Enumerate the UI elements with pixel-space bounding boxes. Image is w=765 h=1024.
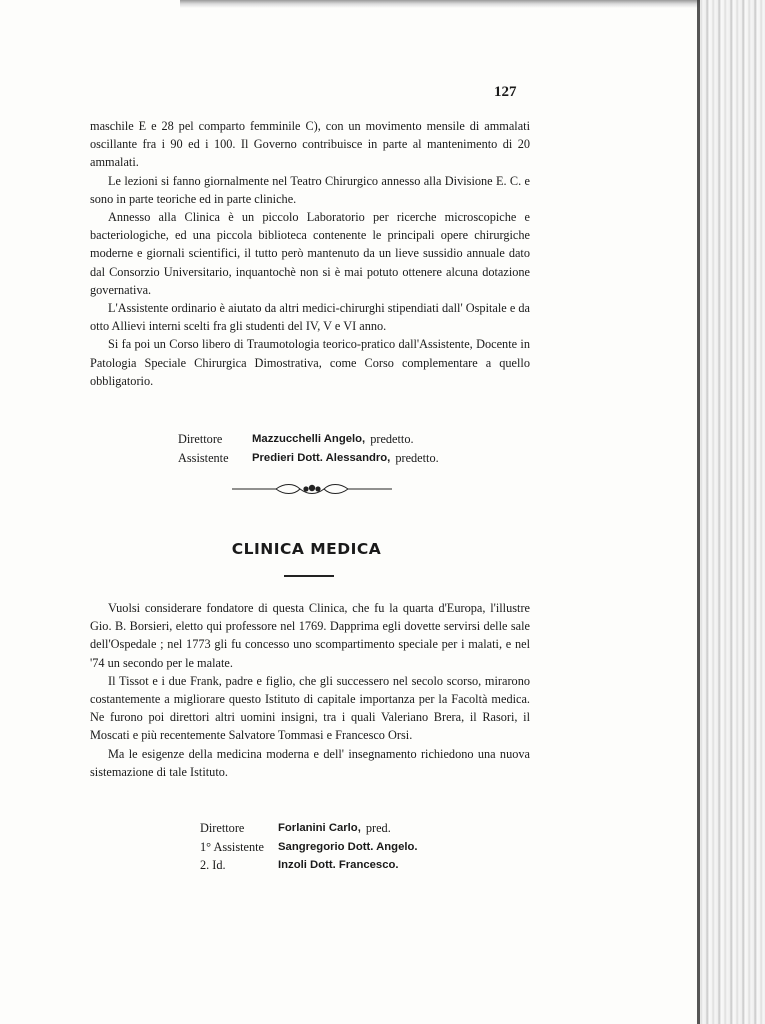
staff-row	[200, 819, 418, 838]
paragraph: L'Assistente ordinario è aiutato da altri medici-chirurghi stipendiati dall' Ospitale e da otto Allievi interni scelti fra gli studenti del IV, V e VI anno.	[90, 301, 530, 334]
staff-row	[200, 856, 418, 875]
staff-role: 2. Id.	[200, 858, 226, 873]
paragraph: Le lezioni si fanno giornalmente nel Teatro Chirurgico annesso alla Divisione E. C. e sono in parte teoriche ed in parte cliniche.	[90, 173, 530, 206]
scan-top-edge	[180, 0, 700, 8]
staff-role: 1° Assistente	[200, 839, 265, 854]
staff-note: pred.	[365, 821, 391, 835]
title-underline	[284, 575, 334, 577]
staff-row	[178, 449, 439, 468]
page-number: 127	[494, 84, 517, 100]
staff-note: predetto.	[370, 432, 414, 446]
staff-name: Predieri Dott. Alessandro,	[252, 451, 391, 464]
paragraph: Si fa poi un Corso libero di Traumotologia teorico-pratico dall'Assistente, Docente in Patologia Speciale Chirurgica Dimostrativa, come Corso complementare a quello obbligatorio.	[90, 337, 530, 388]
staff-name: Forlanini Carlo,	[278, 822, 361, 834]
staff-list-surgical-clinic	[178, 430, 439, 467]
ornament-divider	[232, 480, 392, 498]
paragraph: maschile E e 28 pel comparto femminile C), con un movimento mensile di ammalati oscillante fra i 90 ed i 100. Il Governo contribuisce in parte al mantenimento di 20 ammalati.	[90, 119, 530, 170]
staff-row	[178, 430, 439, 449]
staff-role: Direttore	[200, 821, 245, 835]
paragraph: Il Tissot e i due Frank, padre e figlio, che gli successero nel secolo scorso, mirarono costantemente a migliorare questo Istituto di capitale importanza per la Facoltà medica. Ne furono poi direttori altri uomini insigni, tra i quali Valeriano Brera, il Rasori, il Moscati e più recentemente Salvatore Tommasi e Francesco Orsi.	[90, 673, 530, 743]
staff-name: Mazzucchelli Angelo,	[252, 433, 366, 445]
text-block-surgical-clinic	[90, 117, 530, 390]
scan-binding-edge	[697, 0, 765, 1024]
text-block-medical-clinic	[90, 599, 530, 781]
staff-name: Sangregorio Dott. Angelo.	[278, 840, 418, 853]
staff-note: predetto.	[395, 450, 439, 465]
staff-role: Assistente	[178, 450, 229, 465]
staff-role: Direttore	[178, 432, 223, 446]
section-title: CLINICA MEDICA	[231, 540, 382, 558]
staff-name: Inzoli Dott. Francesco.	[278, 859, 399, 872]
paragraph: Vuolsi considerare fondatore di questa Clinica, che fu la quarta d'Europa, l'illustre Gio. B. Borsieri, eletto qui professore nel 1769. Dapprima egli dovette servirsi delle sale dell'Ospedale ; nel 1773 gli fu concesso uno scompartimento speciale per i malati, e nel '74 un secondo per le malate.	[90, 601, 530, 670]
paragraph: Annesso alla Clinica è un piccolo Laboratorio per ricerche microscopiche e bacteriologiche, ed una piccola biblioteca contenente le principali opere chirurgiche moderne e giornali scientifici, il tutto però mantenuto da un lieve sussidio annuale dato dal Consorzio Universitario, inquantochè non si è mai potuto ottenere alcuna dotazione governativa.	[90, 210, 530, 297]
staff-list-medical-clinic	[200, 819, 418, 875]
staff-row	[200, 838, 418, 857]
paragraph: Ma le esigenze della medicina moderna e dell' insegnamento richiedono una nuova sistemazione di tale Istituto.	[90, 746, 530, 779]
